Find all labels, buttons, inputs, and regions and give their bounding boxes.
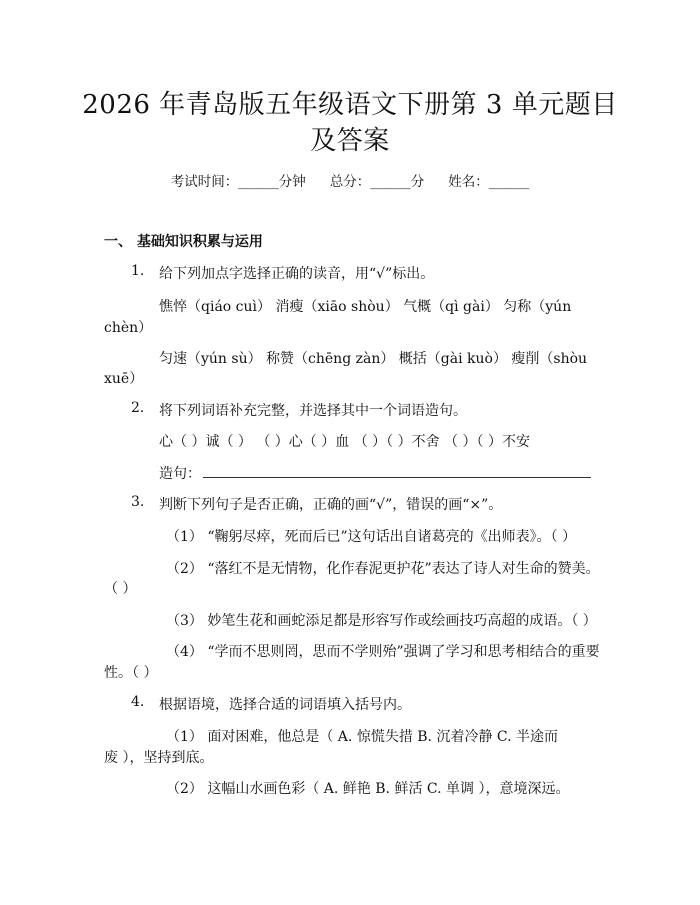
- page-title-line2: 及答案: [310, 126, 390, 156]
- q3-item2-cont: （ ）: [104, 581, 137, 597]
- q1-line-b-cont: xuē）: [104, 371, 144, 387]
- exam-time-label: 考试时间：______分钟: [170, 174, 306, 190]
- q3-item4-cont: 性。（ ）: [104, 665, 158, 681]
- exam-meta: [0, 170, 700, 190]
- q3-stem: 判断下列句子是否正确，正确的画“√”，错误的画“×”。: [159, 497, 503, 513]
- q4-stem: 根据语境，选择合适的词语填入括号内。: [159, 697, 411, 713]
- q1-line-a: 憔悴（qiáo cuì） 消瘦（xiāo shòu） 气概（qì gài） 匀称（yún: [159, 299, 572, 315]
- q1-line-b: 匀速（yún sù） 称赞（chēng zàn） 概括（gài kuò） 瘦削（shòu: [159, 351, 588, 367]
- section-heading: 一、 基础知识积累与运用: [104, 234, 263, 250]
- q2-number: 2.: [131, 400, 145, 416]
- q2-sentence-label: 造句：: [159, 466, 201, 482]
- q2-stem: 将下列词语补充完整，并选择其中一个词语造句。: [159, 403, 467, 419]
- q3-number: 3.: [131, 494, 145, 510]
- q4-item1: （1） 面对困难，他总是（ A. 惊慌失措 B. 沉着冷静 C. 半途而: [166, 729, 559, 745]
- q2-sentence-answer-line[interactable]: [203, 477, 591, 478]
- q1-line-a-cont: chèn）: [104, 320, 153, 336]
- q3-item2: （2） “落红不是无情物，化作春泥更护花”表达了诗人对生命的赞美。: [166, 561, 600, 577]
- name-label: 姓名：______: [448, 174, 530, 190]
- q3-item3: （3） 妙笔生花和画蛇添足都是形容写作或绘画技巧高超的成语。（ ）: [166, 613, 597, 629]
- q1-stem: 给下列加点字选择正确的读音，用“√”标出。: [159, 266, 435, 282]
- q4-item2: （2） 这幅山水画色彩（ A. 鲜艳 B. 鲜活 C. 单调 ），意境深远。: [166, 781, 570, 797]
- q4-number: 4.: [131, 694, 145, 710]
- total-score-label: 总分：______分: [329, 174, 425, 190]
- q3-item4: （4） “学而不思则罔，思而不学则殆”强调了学习和思考相结合的重要: [166, 644, 600, 660]
- q4-item1-cont: 废 ），坚持到底。: [104, 750, 214, 766]
- page-title-line1: 2026 年青岛版五年级语文下册第 3 单元题目: [82, 90, 618, 120]
- q3-item1: （1） “鞠躬尽瘁，死而后已”这句话出自诸葛亮的《出师表》。（ ）: [166, 529, 577, 545]
- q2-words: 心（ ）诚（ ） （ ）心（ ）血 （ ）（ ）不舍 （ ）（ ）不安: [159, 434, 530, 450]
- q1-number: 1.: [131, 263, 145, 279]
